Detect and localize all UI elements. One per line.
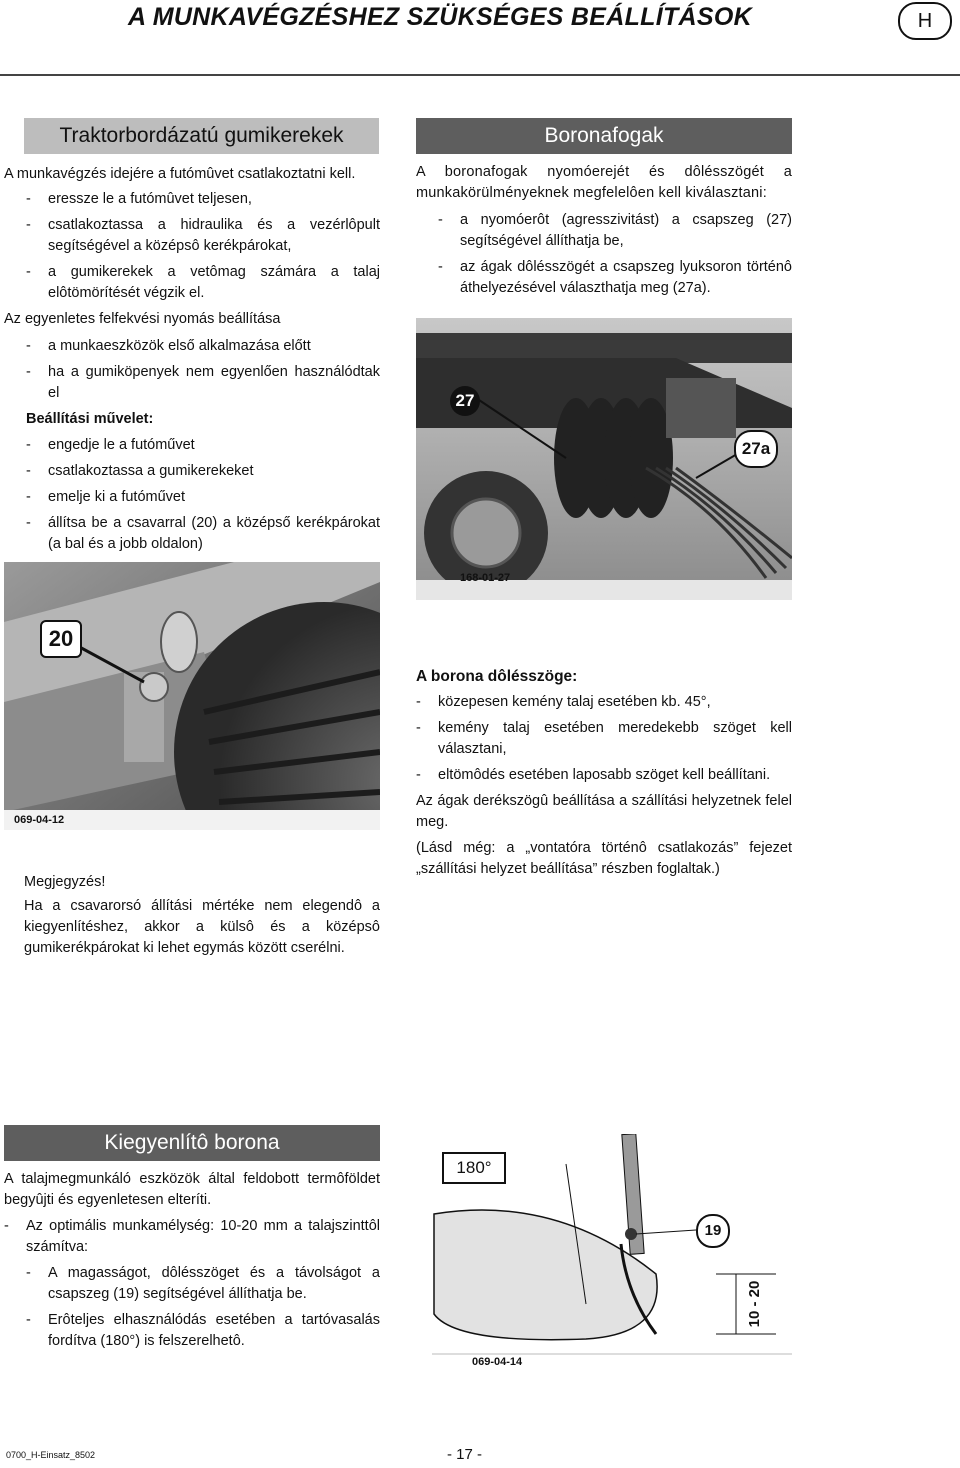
list-item: - csatlakoztassa a gumikerekeket [26, 463, 254, 479]
list-item: - engedje le a futóművet [26, 437, 195, 453]
list-item: - a nyomóerôt (agresszivitást) a csapszeg (27) segítségével állíthatja be, [438, 212, 792, 249]
list-item: - az ágak dôlésszögét a csapszeg lyuksoron történô áthelyezésével választhatja meg (27a). [438, 259, 792, 296]
note-block [24, 872, 380, 959]
list-item: - a gumikerekek a vetômag számára a talaj elôtömörítését végzik el. [26, 264, 380, 301]
right-angle-block [416, 666, 792, 880]
photo-callout-27: 27 [450, 386, 480, 416]
right-list-2 [416, 692, 792, 786]
page-number: - 17 - [447, 1446, 483, 1463]
list-item: - a munkaeszközök első alkalmazása előtt [26, 338, 311, 354]
diagram-callout-19: 19 [696, 1214, 730, 1248]
left-subhead: Az egyenletes felfekvési nyomás beállítása [4, 311, 281, 327]
list-item: - kemény talaj esetében meredekebb szöget kell választani, [416, 720, 792, 757]
diagram-code: 069-04-14 [472, 1356, 523, 1368]
header-rule [0, 74, 960, 76]
list-item: - emelje ki a futóművet [26, 489, 186, 505]
right-para-1: Az ágak derékszögû beállítása a szállítási helyzetnek felel meg. [416, 793, 792, 830]
bottom-sub-list [26, 1263, 380, 1352]
right-para-2: (Lásd még: a „vontatóra történô csatlakozás” fejezet „szállítási helyzet beállítása” részben foglaltak.) [416, 840, 792, 877]
list-item: - eltömôdés esetében laposabb szöget kell beállítani. [416, 767, 771, 783]
list-item: - Erôteljes elhasználódás esetében a tartóvasalás fordítva (180°) is felszerelhetô. [26, 1312, 380, 1349]
left-text-block [4, 164, 380, 560]
photo-callout-20: 20 [40, 620, 82, 658]
photo-code: 168-01-27 [460, 572, 511, 584]
diagram-levelling-harrow [416, 1134, 792, 1374]
page-title: A MUNKAVÉGZÉSHEZ SZÜKSÉGES BEÁLLÍTÁSOK [128, 3, 752, 31]
list-item: - A magasságot, dôlésszöget és a távolságot a csapszeg (19) segítségével állíthatja be. [26, 1265, 380, 1302]
left-list-1 [26, 189, 380, 304]
left-bold-label: Beállítási művelet: [26, 411, 154, 427]
section-heading-harrow-tines: Boronafogak [416, 118, 792, 154]
left-intro: A munkavégzés idejére a futómûvet csatlakoztatni kell. [4, 166, 356, 182]
photo-callout-27a: 27a [734, 430, 778, 468]
photo-code: 069-04-12 [14, 814, 65, 826]
left-list-2 [26, 336, 380, 404]
language-badge: H [898, 2, 952, 40]
note-title: Megjegyzés! [24, 874, 106, 890]
right-intro: A boronafogak nyomóerejét és dôlésszögét a munkakörülményeknek megfelelôen kell kiválasztani: [416, 164, 792, 201]
bottom-text-block [4, 1169, 380, 1357]
list-item: - eressze le a futómûvet teljesen, [26, 191, 252, 207]
photo-adjusting-screw-drawing [4, 562, 380, 830]
left-list-3 [26, 435, 380, 555]
section-heading-tyres: Traktorbordázatú gumikerekek [24, 118, 379, 154]
right-text-block [416, 162, 792, 304]
list-item: - ha a gumiköpenyek nem egyenlően használódtak el [26, 364, 380, 401]
list-item: - állítsa be a csavarral (20) a középső kerékpárokat (a bal és a jobb oldalon) [26, 515, 380, 552]
footer-doc-code: 0700_H-Einsatz_8502 [6, 1450, 96, 1460]
list-item: - csatlakoztassa a hidraulika és a vezérlôpult segítségével a középsô kerékpárokat, [26, 217, 380, 254]
list-item: - közepesen kemény talaj esetében kb. 45°, [416, 694, 711, 710]
photo-adjusting-screw [4, 562, 380, 830]
note-text: Ha a csavarorsó állítási mértéke nem elegendô a kiegyenlítéshez, akkor a külsô és a középsô gumikerékpárokat ki lehet egymás között cserélni. [24, 898, 380, 956]
diagram-depth-label: 10 - 20 [746, 1280, 763, 1328]
section-heading-levelling-harrow: Kiegyenlítô borona [4, 1125, 380, 1161]
right-list-1 [438, 210, 792, 299]
photo-harrow-pins [416, 318, 792, 600]
angle-heading: A borona dôlésszöge: [416, 668, 578, 685]
list-item: - Az optimális munkamélység: 10-20 mm a talajszinttôl számítva: [4, 1218, 380, 1255]
diagram-angle-label: 180° [442, 1152, 506, 1184]
bottom-intro: A talajmegmunkáló eszközök által feldobott termôföldet begyûjti és egyenletesen elteríti. [4, 1171, 380, 1208]
